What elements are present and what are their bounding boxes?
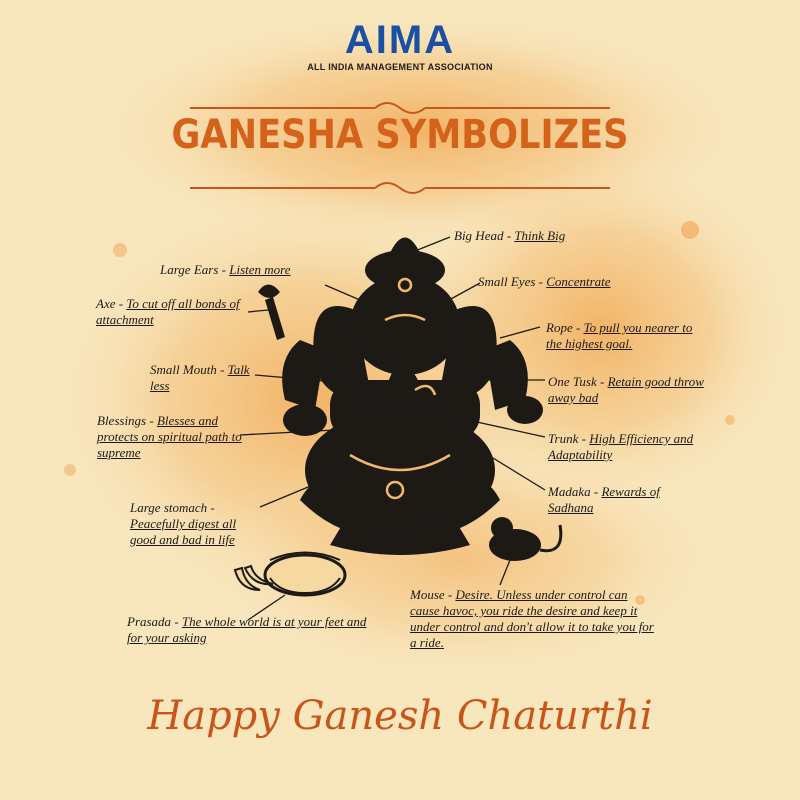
label-big-head: Big Head - Think Big bbox=[454, 228, 566, 243]
brand-logo bbox=[0, 20, 800, 72]
greeting-text: Happy Ganesh Chaturthi bbox=[147, 693, 653, 739]
label-small-eyes: Small Eyes - Concentrate bbox=[478, 274, 611, 289]
logo-subtitle: ALL INDIA MANAGEMENT ASSOCIATION bbox=[307, 62, 493, 72]
label-blessings: Blessings - Blesses and protects on spiritual path to supreme bbox=[97, 413, 242, 460]
label-prasada: Prasada - The whole world is at your feet and for your asking bbox=[127, 614, 367, 645]
logo-wordmark: AIMA bbox=[344, 18, 456, 62]
label-trunk: Trunk - High Efficiency and Adaptability bbox=[548, 431, 694, 462]
label-madaka: Madaka - Rewards of Sadhana bbox=[548, 484, 660, 515]
label-small-mouth: Small Mouth - Talk less bbox=[150, 362, 250, 393]
label-large-ears: Large Ears - Listen more bbox=[160, 262, 291, 277]
label-mouse: Mouse - Desire. Unless under control can cause havoc, you ride the desire and keep it under control and don't allow it to take you for a ride. bbox=[410, 587, 654, 650]
label-one-tusk: One Tusk - Retain good throw away bad bbox=[548, 374, 704, 405]
label-rope: Rope - To pull you nearer to the highest goal. bbox=[546, 320, 693, 351]
label-large-stomach: Large stomach - Peacefully digest all good and bad in life bbox=[130, 500, 237, 547]
label-axe: Axe - To cut off all bonds of attachment bbox=[96, 296, 240, 327]
page-title: GANESHA SYMBOLIZES bbox=[171, 112, 629, 158]
